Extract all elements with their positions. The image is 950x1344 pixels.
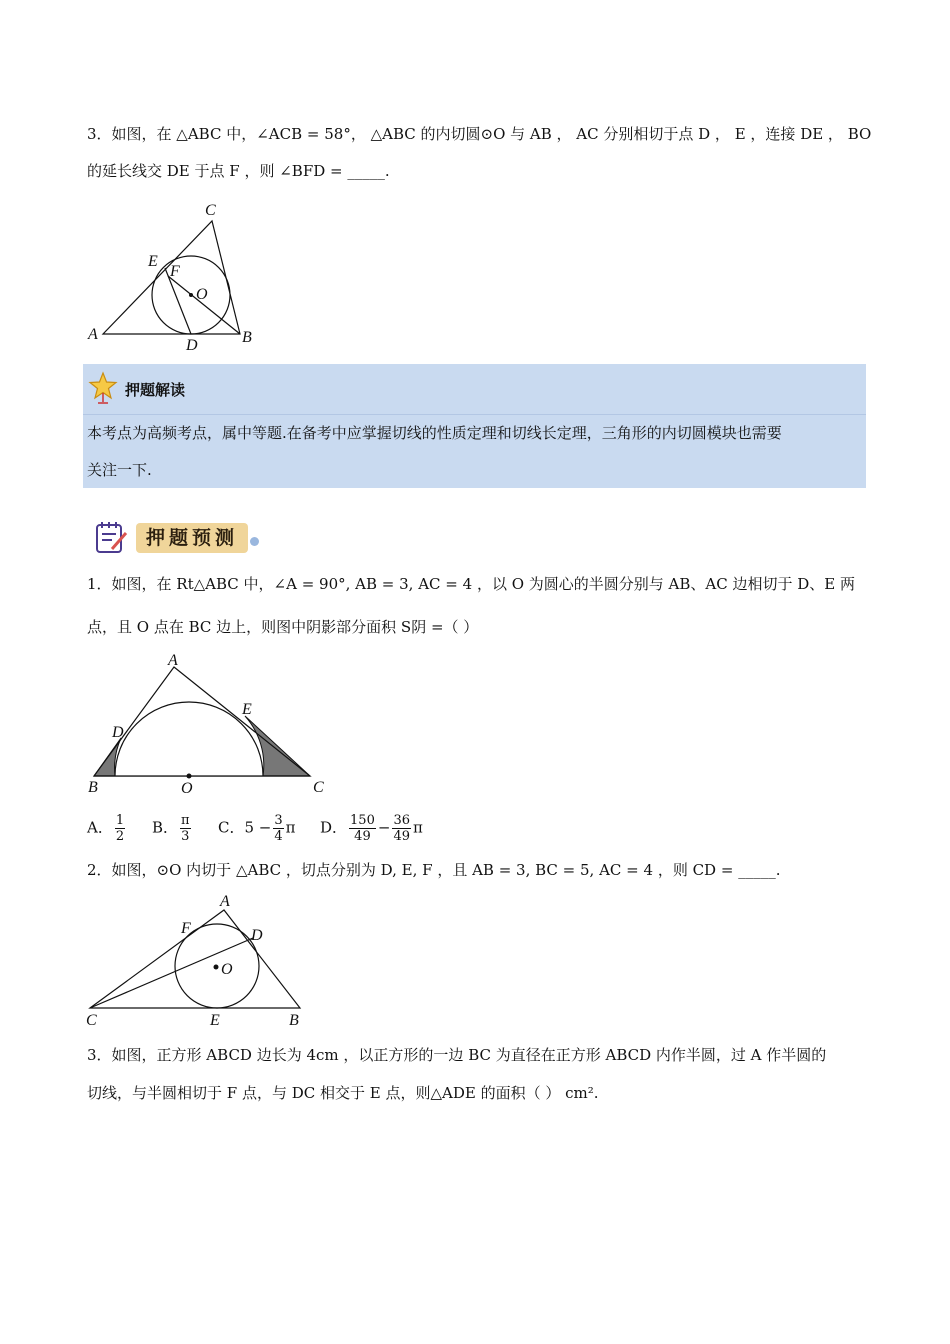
option-d[interactable]: D． $\frac{150}{49}$ − $\frac{36}{49}$ π <box>320 813 423 844</box>
semicircle-figure <box>84 650 334 800</box>
label-b: B <box>88 779 98 796</box>
label-o: O <box>196 286 208 303</box>
label-e: E <box>148 253 158 270</box>
analysis-title: 押题解读 <box>125 381 186 399</box>
option-a[interactable]: A． $\frac{1}{2}$ <box>87 813 125 844</box>
question-3b-line-1: 3．如图，正方形 ABCD 边长为 4cm ，以正方形的一边 BC 为直径在正方形 ABCD 内作半圆，过 A 作半圆的 <box>87 1046 827 1064</box>
analysis-divider <box>83 414 866 415</box>
label-o: O <box>221 961 233 978</box>
center-point-o <box>189 293 193 297</box>
label-c: C <box>86 1012 97 1029</box>
triangle-abc <box>90 910 300 1008</box>
label-d: D <box>186 337 198 354</box>
incircle-figure-1 <box>80 195 270 355</box>
question-1-line-1: 1．如图，在 Rt△ABC 中，∠A = 90°, AB = 3, AC = 4 ，以 O 为圆心的半圆分别与 AB、AC 边相切于 D、E 两 <box>87 575 855 593</box>
label-c: C <box>205 202 216 219</box>
label-c: C <box>313 779 324 796</box>
banner-dot <box>250 537 259 546</box>
notebook-pen-icon <box>94 519 130 555</box>
center-point-o <box>187 774 192 779</box>
label-a: A <box>88 326 98 343</box>
prediction-banner-title: 押题预测 <box>136 523 248 553</box>
label-e: E <box>210 1012 220 1029</box>
label-b: B <box>289 1012 299 1029</box>
question-1-line-2: 点，且 O 点在 BC 边上，则图中阴影部分面积 S阴 =（ ） <box>87 618 479 636</box>
center-point-o <box>214 965 219 970</box>
label-e: E <box>242 701 252 718</box>
label-o: O <box>181 780 193 797</box>
question-3-line-2: 的延长线交 DE 于点 F ，则 ∠BFD = _____. <box>87 162 390 180</box>
question-3b-line-2: 切线，与半圆相切于 F 点，与 DC 相交于 E 点，则△ADE 的面积（ ） cm². <box>87 1084 599 1102</box>
option-c[interactable]: C．5 − $\frac{3}{4}$ π <box>218 813 296 844</box>
question-3-line-1: 3．如图，在 △ABC 中，∠ACB = 58°， △ABC 的内切圆⊙O 与 AB ， AC 分别相切于点 D ， E ，连接 DE ， BO <box>87 125 872 143</box>
label-d: D <box>112 724 124 741</box>
option-b[interactable]: B． $\frac{\pi}{3}$ <box>152 813 190 844</box>
semicircle <box>115 702 263 776</box>
label-f: F <box>181 920 191 937</box>
label-a: A <box>168 652 178 669</box>
question-2-line-1: 2．如图，⊙O 内切于 △ABC ，切点分别为 D, E, F ，且 AB = 3, BC = 5, AC = 4 ，则 CD = _____. <box>87 861 781 879</box>
label-d: D <box>251 927 263 944</box>
label-b: B <box>242 329 252 346</box>
star-icon <box>88 371 118 405</box>
label-a: A <box>220 893 230 910</box>
analysis-text-1: 本考点为高频考点，属中等题.在备考中应掌握切线的性质定理和切线长定理，三角形的内切圆模块也需要 <box>87 424 782 442</box>
label-f: F <box>170 263 180 280</box>
analysis-text-2: 关注一下. <box>87 461 152 479</box>
incircle-figure-2 <box>82 888 312 1033</box>
